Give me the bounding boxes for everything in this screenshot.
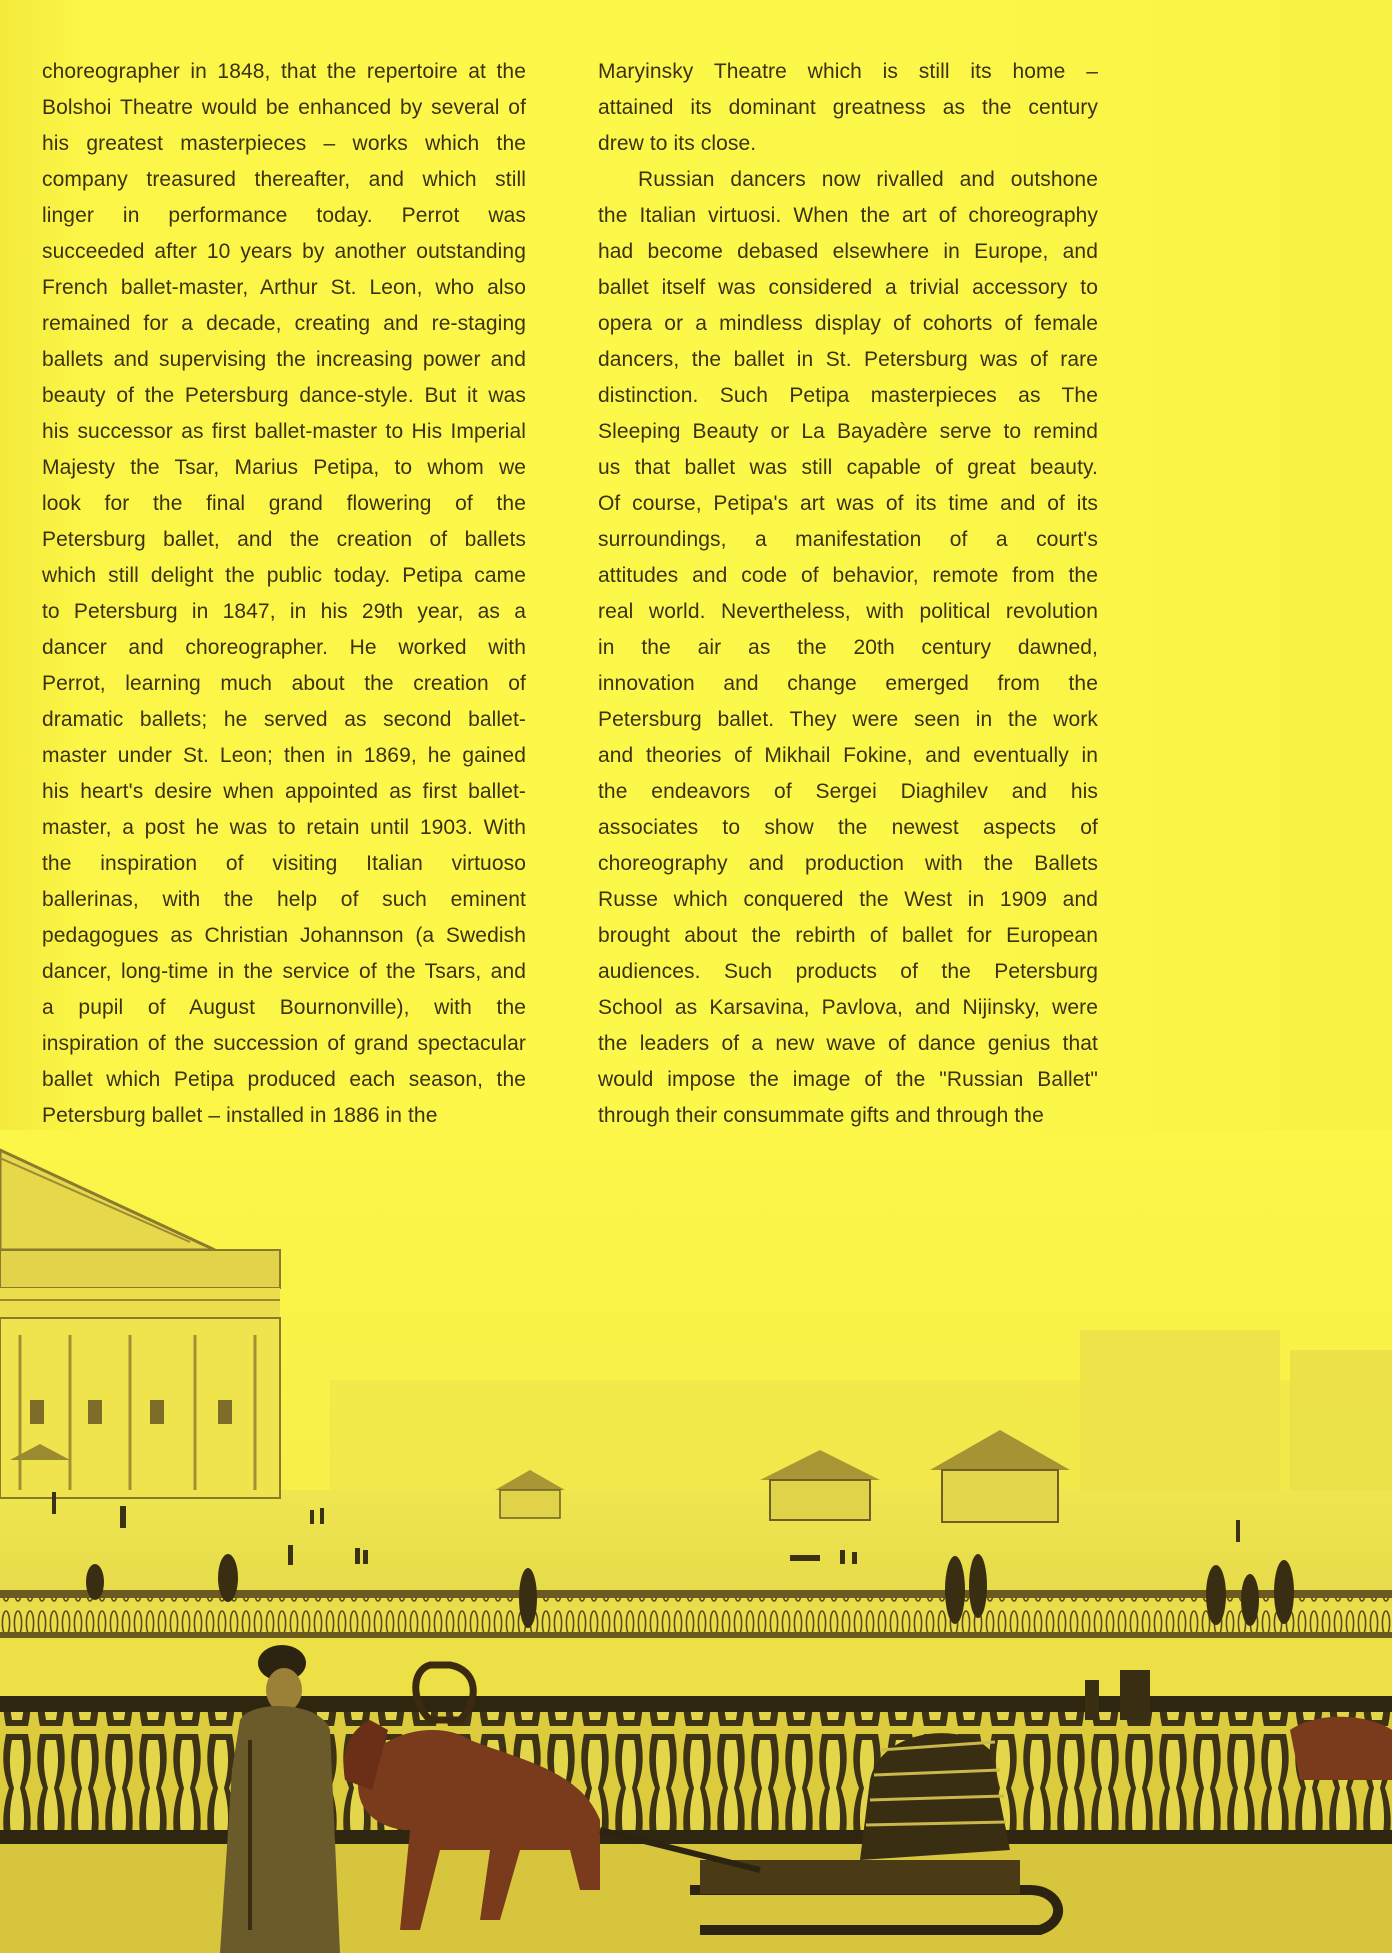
text-line: would impose the image of the "Russian Ballet" — [598, 1068, 1098, 1091]
text-line: the Italian virtuosi. When the art of choreography — [598, 204, 1098, 227]
text-line: dancer, long-time in the service of the Tsars, and — [42, 960, 526, 983]
text-line: Russe which conquered the West in 1909 and — [598, 888, 1098, 911]
text-line: dramatic ballets; he served as second ballet- — [42, 708, 526, 731]
text-line: Petersburg ballet, and the creation of ballets — [42, 528, 526, 551]
text-line: attitudes and code of behavior, remote from the — [598, 564, 1098, 587]
text-line: the endeavors of Sergei Diaghilev and his — [598, 780, 1098, 803]
text-line: opera or a mindless display of cohorts of female — [598, 312, 1098, 335]
near-balustrade — [0, 1712, 1392, 1834]
text-line: linger in performance today. Perrot was — [42, 204, 526, 227]
text-line: master, a post he was to retain until 1903. With — [42, 816, 526, 839]
text-line: drew to its close. — [598, 132, 757, 155]
near-balustrade-top-rail — [0, 1696, 1392, 1712]
embankment — [0, 1638, 1392, 1698]
bolshoi-theatre-illustration — [0, 1130, 1392, 1953]
text-line: Of course, Petipa's art was of its time and of its — [598, 492, 1098, 515]
text-line: surroundings, a manifestation of a court's — [598, 528, 1098, 551]
text-line: had become debased elsewhere in Europe, and — [598, 240, 1098, 263]
text-line: Petersburg ballet. They were seen in the work — [598, 708, 1098, 731]
foreground-street — [0, 1844, 1392, 1953]
text-line: his successor as first ballet-master to His Imperial — [42, 420, 526, 443]
text-line: Maryinsky Theatre which is still its home – — [598, 60, 1098, 83]
text-line: attained its dominant greatness as the century — [598, 96, 1098, 119]
text-line: beauty of the Petersburg dance-style. But it was — [42, 384, 526, 407]
text-line: ballet which Petipa produced each season, the — [42, 1068, 526, 1091]
text-line: a pupil of August Bournonville), with the — [42, 996, 526, 1019]
far-balustrade-rail — [0, 1590, 1392, 1598]
text-line: look for the final grand flowering of the — [42, 492, 526, 515]
text-line: and theories of Mikhail Fokine, and eventually in — [598, 744, 1098, 767]
text-line: dancers, the ballet in St. Petersburg was of rare — [598, 348, 1098, 371]
text-line: brought about the rebirth of ballet for European — [598, 924, 1098, 947]
text-line: School as Karsavina, Pavlova, and Nijinsky, were — [598, 996, 1098, 1019]
text-line: his heart's desire when appointed as first ballet- — [42, 780, 526, 803]
text-line: French ballet-master, Arthur St. Leon, who also — [42, 276, 526, 299]
text-line: ballet itself was considered a trivial accessory to — [598, 276, 1098, 299]
text-line: ballerinas, with the help of such eminent — [42, 888, 526, 911]
text-line: through their consummate gifts and through the — [598, 1104, 1044, 1127]
text-line: the inspiration of visiting Italian virtuoso — [42, 852, 526, 875]
text-line: innovation and change emerged from the — [598, 672, 1098, 695]
text-line: Petersburg ballet – installed in 1886 in the — [42, 1104, 438, 1127]
text-line: dancer and choreographer. He worked with — [42, 636, 526, 659]
right-text-column — [598, 54, 1098, 1134]
text-line: Bolshoi Theatre would be enhanced by several of — [42, 96, 526, 119]
text-line: the leaders of a new wave of dance genius that — [598, 1032, 1098, 1055]
text-line: distinction. Such Petipa masterpieces as The — [598, 384, 1098, 407]
text-line: in the air as the 20th century dawned, — [598, 636, 1098, 659]
text-line: choreography and production with the Ballets — [598, 852, 1098, 875]
text-line: us that ballet was still capable of great beauty. — [598, 456, 1098, 479]
text-line: associates to show the newest aspects of — [598, 816, 1098, 839]
text-line: which still delight the public today. Petipa came — [42, 564, 526, 587]
text-line: company treasured thereafter, and which still — [42, 168, 526, 191]
horse-right-edge — [1290, 1717, 1392, 1780]
text-line: his greatest masterpieces – works which the — [42, 132, 526, 155]
text-line: real world. Nevertheless, with political revolution — [598, 600, 1098, 623]
text-line: ballets and supervising the increasing power and — [42, 348, 526, 371]
text-line: choreographer in 1848, that the repertoire at the — [42, 60, 526, 83]
text-line: remained for a decade, creating and re-staging — [42, 312, 526, 335]
text-line: Sleeping Beauty or La Bayadère serve to remind — [598, 420, 1098, 443]
text-line: pedagogues as Christian Johannson (a Swedish — [42, 924, 526, 947]
far-balustrade — [0, 1598, 1392, 1632]
text-line: audiences. Such products of the Petersburg — [598, 960, 1098, 983]
text-line: Perrot, learning much about the creation of — [42, 672, 526, 695]
text-line: Majesty the Tsar, Marius Petipa, to whom we — [42, 456, 526, 479]
text-line: succeeded after 10 years by another outstanding — [42, 240, 526, 263]
text-line: to Petersburg in 1847, in his 29th year, as a — [42, 600, 526, 623]
text-line: Russian dancers now rivalled and outshone — [638, 168, 1098, 191]
left-text-column — [42, 54, 526, 1134]
text-line: master under St. Leon; then in 1869, he gained — [42, 744, 526, 767]
text-line: inspiration of the succession of grand spectacular — [42, 1032, 526, 1055]
